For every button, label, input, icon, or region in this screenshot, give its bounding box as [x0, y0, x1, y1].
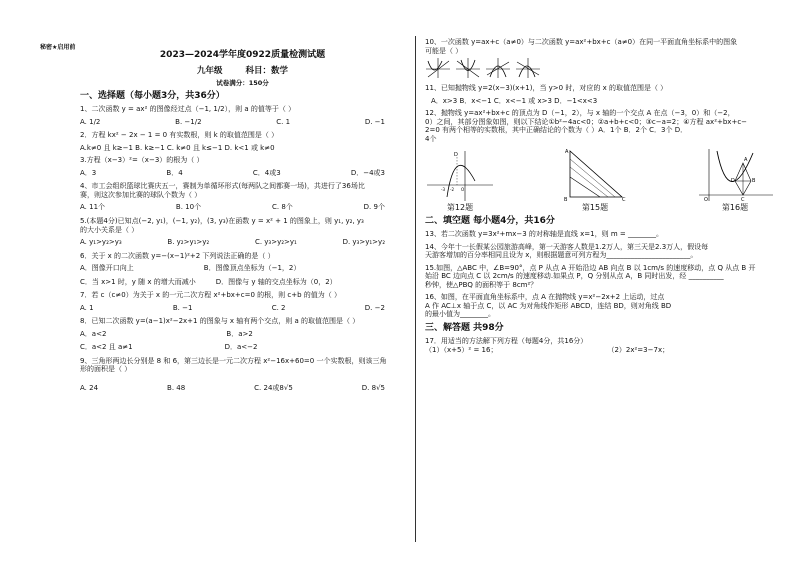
question-1-options — [80, 118, 405, 127]
question-14-line2: 天游客增加的百分率相同且设为 x，则根据题意可列方程为________________________。 — [425, 251, 698, 260]
svg-text:O: O — [461, 187, 465, 193]
option: B. −1 — [172, 303, 193, 312]
figure-16 — [695, 147, 775, 213]
question-2-options: A.k≠0 且 k≥−1 B. k≥−1 C. k≠0 且 k≤−1 D. k<1 或 k≠0 — [80, 143, 275, 152]
question-5-line1: 5.(本题4分)已知点(−2, y₁)，(−1, y₂)，(3, y₃)在函数 y = x² + 1 的图象上，则 y₁, y₂, y₃ — [80, 217, 364, 225]
section-fill-heading: 二、填空题 每小题4分，共16分 — [425, 216, 555, 226]
question-12-line4: 4个 — [425, 134, 437, 143]
question-11-options: A．x>3 B．x<−1 C．x<−1 或 x>3 D．−1<x<3 — [431, 96, 598, 105]
figure-15-triangle — [560, 147, 630, 203]
section-answer-heading: 三、解答题 共98分 — [425, 322, 504, 333]
option: B. 48 — [167, 383, 186, 392]
question-8-options-ab — [80, 330, 405, 339]
figure-12 — [425, 147, 495, 213]
question-8-options-cd — [80, 343, 405, 352]
figure-12-graph — [425, 147, 495, 203]
option: A. 24 — [80, 383, 99, 392]
svg-text:-2: -2 — [450, 187, 454, 193]
grade-label: 九年级 — [197, 65, 223, 76]
svg-text:D: D — [454, 152, 458, 159]
exam-subtitle — [80, 66, 405, 76]
figure-15 — [560, 147, 630, 213]
left-column — [80, 38, 405, 397]
question-17: 17．用适当的方法解下列方程（每题4分，共16分） — [425, 336, 588, 345]
question-14-line1: 14、今年十一长假某公园旅游高峰，第一天游客人数是1.2万人，第三天是2.3万人，假设每 — [425, 242, 709, 251]
svg-text:A: A — [565, 149, 569, 156]
subject-label: 科目：数学 — [245, 65, 288, 76]
question-15-line3: 秒钟，使△PBQ 的面积等于 8cm²？ — [425, 280, 538, 289]
right-column — [425, 38, 775, 360]
svg-text:B: B — [564, 197, 568, 204]
figures-row — [425, 147, 775, 213]
option: A. y₁>y₂>y₃ — [80, 238, 122, 247]
option: B．a>2 — [226, 329, 253, 338]
question-5-options — [80, 238, 405, 247]
question-5-line2: 的大小关系是（ ） — [80, 225, 139, 234]
full-score: 试卷满分：150分 — [216, 79, 269, 88]
question-12-line2: 0）之间，其部分图象如图，则以下结论①b²−4ac<0；②a+b+c<0；③c−a=2；④方程 ax²+bx+c− — [425, 117, 748, 126]
question-4-line2: 赛，则这次参加比赛的球队个数为（ ） — [80, 190, 202, 199]
option: D. −1 — [364, 117, 385, 126]
option: D. 9个 — [363, 203, 385, 212]
question-4-options — [80, 203, 405, 212]
question-10-graphs — [425, 57, 775, 79]
question-4-line1: 4、市工会组织篮球比赛庆五一，赛制为单循环形式(每两队之间都赛一场)，共进行了36场比 — [80, 182, 365, 191]
option: C. y₃>y₂>y₁ — [254, 238, 297, 247]
option: C. 1 — [276, 117, 291, 126]
option: C. 24或8√5 — [254, 383, 293, 392]
svg-text:C: C — [741, 197, 745, 204]
question-6-options-ab — [80, 264, 405, 273]
question-11: 11、已知抛物线 y=2(x−3)(x+1)，当 y>0 时，对应的 x 的取值范围是（ ） — [425, 84, 668, 93]
graph-option-c — [485, 57, 511, 79]
column-divider — [415, 36, 416, 542]
question-8: 8．已知二次函数 y=(a−1)x²−2x+1 的图象与 x 轴有两个交点，则 a 的取值范围是（ ） — [80, 317, 360, 326]
question-17-part-1: （1）（x+5）² = 16； — [425, 346, 498, 355]
option: A. 1 — [80, 303, 94, 312]
svg-text:A: A — [744, 157, 748, 164]
question-6-options-cd — [80, 278, 405, 287]
question-7: 7．若 c（c≠0）为关于 x 的一元二次方程 x²+bx+c=0 的根，则 c+b 的值为（ ） — [80, 291, 342, 300]
option: A．3 — [80, 168, 97, 177]
question-7-options — [80, 304, 405, 313]
option: B．4 — [166, 168, 183, 177]
svg-text:O: O — [704, 197, 708, 204]
option: B. y₂>y₁>y₂ — [167, 238, 210, 247]
question-15-line2: 始沿 BC 边向点 C 以 2cm/s 的速度移动.如果点 P，Q 分别从点 A，B 同时出发，经 __________ — [425, 272, 724, 281]
graph-option-d — [515, 57, 541, 79]
question-15-line1: 15.如图，△ABC 中，∠B=90°，点 P 从点 A 开始沿边 AB 向点 B 以 1cm/s 的速度移动，点 Q 从点 B 开 — [425, 263, 756, 272]
figure-15-caption: 第15题 — [581, 203, 609, 213]
figure-16-caption: 第16题 — [721, 203, 749, 213]
question-2: 2．方程 kx² − 2x − 1 = 0 有实数根，则 k 的取值范围是（ ） — [80, 131, 279, 140]
secret-mark: 秘密★启用前 — [40, 44, 76, 51]
option: B. 10个 — [175, 203, 202, 212]
figure-16-graph — [695, 147, 775, 203]
svg-text:-3: -3 — [441, 187, 445, 193]
section-choice-heading: 一、选择题（每小题3分，共36分） — [80, 91, 225, 102]
graph-option-b — [455, 57, 481, 79]
question-9-line2: 形的面积是（ ） — [80, 365, 132, 374]
option: C. 2 — [271, 303, 286, 312]
exam-title: 2023—2024学年度0922质量检测试题 — [159, 50, 326, 60]
svg-text:C: C — [622, 197, 626, 204]
svg-text:D: D — [731, 178, 735, 185]
question-13: 13、若二次函数 y=3x²+mx−3 的对称轴是直线 x=1，则 m = ________。 — [425, 229, 663, 238]
option: C. 8个 — [271, 203, 293, 212]
option: A. 11个 — [80, 203, 106, 212]
option: C．a<2 且 a≠1 — [80, 343, 133, 352]
question-6: 6．关于 x 的二次函数 y=−(x−1)²+2 下列说法正确的是（ ） — [80, 251, 275, 260]
question-9-line1: 9、三角形两边长分别是 8 和 6，第三边长是一元二次方程 x²−16x+60=0 一个实数根，则该三角 — [80, 356, 387, 365]
option: D. 8√5 — [361, 383, 385, 392]
question-16-line3: 的最小值为________。 — [425, 310, 495, 319]
svg-text:B: B — [752, 178, 756, 185]
question-3-options — [80, 169, 405, 178]
question-1: 1、二次函数 y = ax² 的图像经过点（−1, 1/2），则 a 的值等于（ ） — [80, 105, 296, 114]
question-10-line1: 10、一次函数 y=ax+c（a≠0）与二次函数 y=ax²+bx+c（a≠0）在同一平面直角坐标系中的图象 — [425, 38, 738, 46]
option: B．图像顶点坐标为（−1，2） — [203, 264, 301, 273]
option: A. 1/2 — [80, 117, 101, 126]
option: D．−4或3 — [350, 168, 385, 177]
option: D．a<−2 — [224, 343, 258, 352]
question-16-line2: A 作 AC⊥x 轴于点 C，以 AC 为对角线作矩形 ABCD，连结 BD，则对角线 BD — [425, 301, 672, 310]
option: C．当 x>1 时，y 随 x 的增大而减小 — [80, 277, 196, 286]
question-16-line1: 16、如图，在平面直角坐标系中，点 A 在抛物线 y=x²−2x+2 上运动，过点 — [425, 293, 665, 302]
option: D. −2 — [364, 303, 385, 312]
figure-12-caption: 第12题 — [446, 203, 474, 213]
question-10-line2: 可能是（ ） — [425, 46, 463, 55]
option: C．4或3 — [252, 168, 281, 177]
option: D. y₃>y₁>y₂ — [342, 238, 385, 247]
question-9-options — [80, 384, 405, 393]
question-12-line1: 12、抛物线 y=ax²+bx+c 的顶点为 D（−1，2），与 x 轴的一个交点 A 在点（−3，0）和（−2， — [425, 109, 735, 118]
option: B. −1/2 — [175, 117, 202, 126]
question-17-part-2: （2）2x²=3−7x； — [607, 346, 670, 355]
question-12-line3: 2=0 有两个相等的实数根，其中正确结论的个数为（ ）A．1个 B．2个 C．3个 D． — [425, 126, 688, 135]
option: D．图像与 y 轴的交点坐标为（0，2） — [215, 277, 337, 286]
graph-option-a — [425, 57, 451, 79]
question-17-parts — [425, 346, 775, 355]
option: A．a<2 — [80, 329, 107, 338]
question-3: 3.方程（x−3）²=（x−3）的根为（ ） — [80, 156, 204, 165]
option: A．图像开口向上 — [80, 264, 134, 273]
